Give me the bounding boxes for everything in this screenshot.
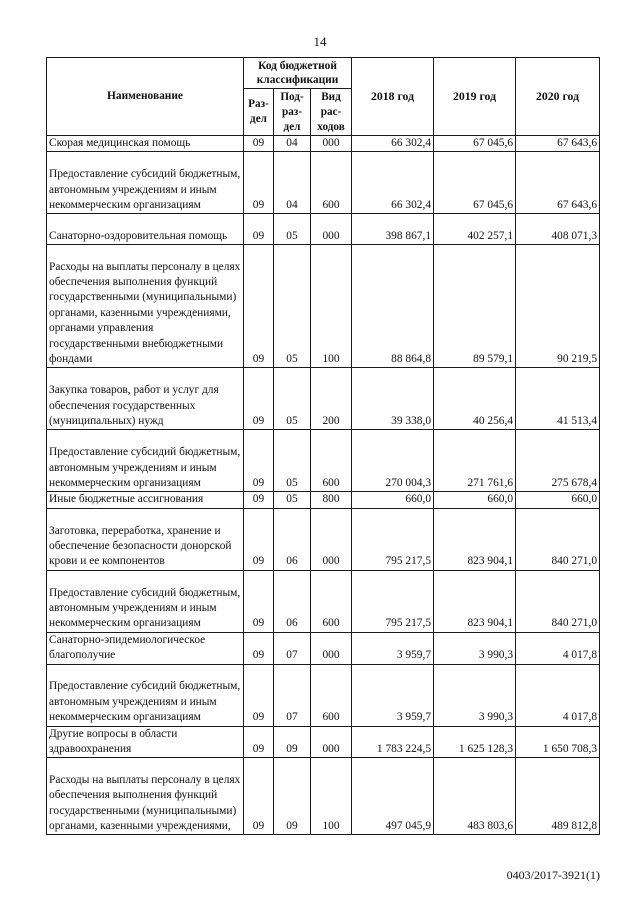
table-row <box>47 430 600 492</box>
row-vid-rashodov: 600 <box>311 152 352 214</box>
row-value-2020: 4 017,8 <box>516 632 600 664</box>
row-value-2019: 271 761,6 <box>434 430 516 492</box>
row-value-2018: 795 217,5 <box>352 508 434 570</box>
row-value-2018: 497 045,9 <box>352 758 434 835</box>
row-value-2020: 489 812,8 <box>516 758 600 835</box>
row-vid-rashodov: 600 <box>311 430 352 492</box>
table-row <box>47 214 600 245</box>
row-value-2018: 3 959,7 <box>352 632 434 664</box>
row-vid-rashodov: 100 <box>311 245 352 368</box>
row-name: Санаторно-эпидемиологическое благополучие <box>47 632 244 664</box>
row-value-2018: 39 338,0 <box>352 368 434 430</box>
table-row <box>47 726 600 758</box>
row-name: Заготовка, переработка, хранение и обеспечение безопасности донорской крови и ее компонентов <box>47 508 244 570</box>
row-razdel: 09 <box>244 368 274 430</box>
row-razdel: 09 <box>244 508 274 570</box>
page-number: 14 <box>313 34 327 49</box>
row-value-2019: 89 579,1 <box>434 245 516 368</box>
row-value-2019: 1 625 128,3 <box>434 726 516 758</box>
row-value-2020: 1 650 708,3 <box>516 726 600 758</box>
row-value-2019: 402 257,1 <box>434 214 516 245</box>
row-value-2019: 483 803,6 <box>434 758 516 835</box>
row-razdel: 09 <box>244 430 274 492</box>
row-podrazdel: 05 <box>274 245 311 368</box>
row-vid-rashodov: 000 <box>311 508 352 570</box>
row-name: Санаторно-оздоровительная помощь <box>47 214 244 245</box>
row-vid-rashodov: 600 <box>311 664 352 726</box>
row-value-2019: 67 045,6 <box>434 152 516 214</box>
row-value-2020: 67 643,6 <box>516 152 600 214</box>
row-value-2018: 270 004,3 <box>352 430 434 492</box>
row-value-2020: 408 071,3 <box>516 214 600 245</box>
row-podrazdel: 05 <box>274 368 311 430</box>
row-vid-rashodov: 000 <box>311 136 352 152</box>
row-vid-rashodov: 600 <box>311 570 352 632</box>
header-vid-rashodov: Вид рас-ходов <box>311 89 352 136</box>
row-name: Скорая медицинская помощь <box>47 136 244 152</box>
row-value-2020: 41 513,4 <box>516 368 600 430</box>
table-row <box>47 152 600 214</box>
table-row <box>47 664 600 726</box>
table-row <box>47 508 600 570</box>
row-value-2020: 67 643,6 <box>516 136 600 152</box>
row-value-2018: 88 864,8 <box>352 245 434 368</box>
header-2020: 2020 год <box>516 58 600 136</box>
row-podrazdel: 09 <box>274 758 311 835</box>
row-value-2019: 3 990,3 <box>434 632 516 664</box>
row-name: Расходы на выплаты персоналу в целях обеспечения выполнения функций государственными (муниципальными) органами, казенными учреждениями, <box>47 758 244 835</box>
row-value-2018: 660,0 <box>352 492 434 508</box>
row-razdel: 09 <box>244 632 274 664</box>
row-podrazdel: 05 <box>274 214 311 245</box>
row-value-2020: 840 271,0 <box>516 570 600 632</box>
row-podrazdel: 05 <box>274 430 311 492</box>
row-name: Иные бюджетные ассигнования <box>47 492 244 508</box>
header-2019: 2019 год <box>434 58 516 136</box>
row-value-2019: 823 904,1 <box>434 570 516 632</box>
row-value-2019: 3 990,3 <box>434 664 516 726</box>
table-row <box>47 570 600 632</box>
header-podrazdel: Под-раз-дел <box>274 89 311 136</box>
table-row <box>47 245 600 368</box>
row-value-2019: 660,0 <box>434 492 516 508</box>
header-2018: 2018 год <box>352 58 434 136</box>
budget-table <box>46 57 600 835</box>
table-row <box>47 492 600 508</box>
row-podrazdel: 07 <box>274 664 311 726</box>
row-value-2018: 3 959,7 <box>352 664 434 726</box>
row-razdel: 09 <box>244 152 274 214</box>
row-value-2020: 90 219,5 <box>516 245 600 368</box>
row-value-2018: 66 302,4 <box>352 152 434 214</box>
row-vid-rashodov: 800 <box>311 492 352 508</box>
row-name: Предоставление субсидий бюджетным, автономным учреждениям и иным некоммерческим организациям <box>47 664 244 726</box>
header-razdel: Раз-дел <box>244 89 274 136</box>
row-value-2018: 66 302,4 <box>352 136 434 152</box>
row-razdel: 09 <box>244 136 274 152</box>
row-vid-rashodov: 000 <box>311 726 352 758</box>
row-value-2018: 795 217,5 <box>352 570 434 632</box>
document-code: 0403/2017-3921(1) <box>506 868 600 882</box>
row-name: Закупка товаров, работ и услуг для обеспечения государственных (муниципальных) нужд <box>47 368 244 430</box>
row-razdel: 09 <box>244 726 274 758</box>
row-podrazdel: 06 <box>274 508 311 570</box>
row-razdel: 09 <box>244 664 274 726</box>
row-razdel: 09 <box>244 245 274 368</box>
row-name: Предоставление субсидий бюджетным, автономным учреждениям и иным некоммерческим организациям <box>47 152 244 214</box>
table-row <box>47 632 600 664</box>
row-value-2020: 4 017,8 <box>516 664 600 726</box>
row-value-2020: 840 271,0 <box>516 508 600 570</box>
row-podrazdel: 04 <box>274 136 311 152</box>
row-value-2020: 275 678,4 <box>516 430 600 492</box>
row-name: Предоставление субсидий бюджетным, автономным учреждениям и иным некоммерческим организациям <box>47 570 244 632</box>
row-vid-rashodov: 100 <box>311 758 352 835</box>
row-value-2018: 398 867,1 <box>352 214 434 245</box>
table-body <box>47 136 600 835</box>
row-vid-rashodov: 200 <box>311 368 352 430</box>
row-value-2019: 40 256,4 <box>434 368 516 430</box>
row-name: Предоставление субсидий бюджетным, автономным учреждениям и иным некоммерческим организациям <box>47 430 244 492</box>
table-row <box>47 368 600 430</box>
row-podrazdel: 06 <box>274 570 311 632</box>
row-name: Расходы на выплаты персоналу в целях обеспечения выполнения функций государственными (муниципальными) органами, казенными учреждениями, органами управления государственными внебюджетными фондами <box>47 245 244 368</box>
row-vid-rashodov: 000 <box>311 632 352 664</box>
table-row <box>47 136 600 152</box>
row-razdel: 09 <box>244 214 274 245</box>
row-name: Другие вопросы в области здравоохранения <box>47 726 244 758</box>
row-value-2018: 1 783 224,5 <box>352 726 434 758</box>
row-podrazdel: 07 <box>274 632 311 664</box>
row-value-2019: 67 045,6 <box>434 136 516 152</box>
row-podrazdel: 04 <box>274 152 311 214</box>
table-row <box>47 758 600 835</box>
header-name: Наименование <box>47 58 244 136</box>
row-razdel: 09 <box>244 492 274 508</box>
row-vid-rashodov: 000 <box>311 214 352 245</box>
row-value-2019: 823 904,1 <box>434 508 516 570</box>
header-code-group: Код бюджетной классификации <box>244 58 352 89</box>
row-razdel: 09 <box>244 570 274 632</box>
row-razdel: 09 <box>244 758 274 835</box>
row-podrazdel: 09 <box>274 726 311 758</box>
row-value-2020: 660,0 <box>516 492 600 508</box>
row-podrazdel: 05 <box>274 492 311 508</box>
